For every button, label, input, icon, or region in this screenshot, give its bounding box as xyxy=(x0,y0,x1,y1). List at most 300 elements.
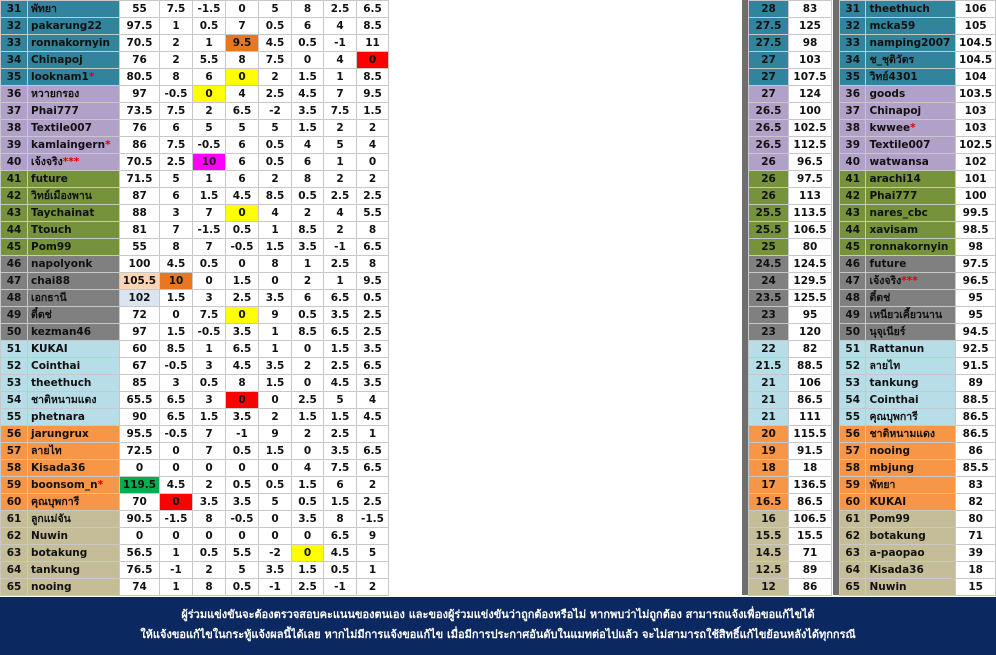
table-row xyxy=(749,545,832,562)
ranking-score-cell: 99.5 xyxy=(956,205,996,222)
score-cell: 8.5 xyxy=(259,188,292,205)
score-cell: 6 xyxy=(226,154,259,171)
rank-cell: 32 xyxy=(1,18,28,35)
rank-cell: 61 xyxy=(840,511,866,528)
rank-cell: 38 xyxy=(840,120,866,137)
rank-cell: 62 xyxy=(840,528,866,545)
player-name-cell xyxy=(866,324,956,341)
player-name-cell xyxy=(28,307,120,324)
match-score-cell: 16.5 xyxy=(749,494,789,511)
player-name-cell xyxy=(28,409,120,426)
footer-notice xyxy=(0,597,996,655)
player-name: Chinapoj xyxy=(31,54,83,66)
match-score-cell: 27.5 xyxy=(749,18,789,35)
score-cell: 1 xyxy=(324,69,357,86)
match-score-cell: 24.5 xyxy=(749,256,789,273)
match-score-cell: 28 xyxy=(749,1,789,18)
table-row xyxy=(749,426,832,443)
player-name: ชาติหนามแดง xyxy=(869,428,935,440)
total-cell: 73.5 xyxy=(120,103,160,120)
score-cell: 1 xyxy=(324,154,357,171)
table-row xyxy=(749,103,832,120)
score-cell: 3.5 xyxy=(226,409,259,426)
player-name-cell xyxy=(866,171,956,188)
score-cell: 1.5 xyxy=(259,239,292,256)
player-name: xavisam xyxy=(869,224,919,236)
cumulative-score-cell: 102.5 xyxy=(789,120,832,137)
score-cell: 1 xyxy=(259,222,292,239)
rank-cell: 49 xyxy=(840,307,866,324)
score-cell: 0.5 xyxy=(292,188,324,205)
ranking-score-cell: 91.5 xyxy=(956,358,996,375)
score-cell: 1.5 xyxy=(324,409,357,426)
total-cell: 65.5 xyxy=(120,392,160,409)
score-cell: 9 xyxy=(259,307,292,324)
score-cell: 4.5 xyxy=(226,188,259,205)
ranking-score-cell: 92.5 xyxy=(956,341,996,358)
score-cell: 6.5 xyxy=(324,290,357,307)
cumulative-score-cell: 82 xyxy=(789,341,832,358)
total-cell: 55 xyxy=(120,239,160,256)
player-name-cell xyxy=(866,341,956,358)
ranking-score-cell: 104.5 xyxy=(956,35,996,52)
score-cell: 6.5 xyxy=(357,239,389,256)
player-name: Rattanun xyxy=(869,343,925,355)
score-cell: 2.5 xyxy=(324,1,357,18)
total-cell: 86 xyxy=(120,137,160,154)
rank-cell: 35 xyxy=(840,69,866,86)
player-name: ลายไท xyxy=(31,445,62,457)
player-name-cell xyxy=(28,511,120,528)
player-name-cell xyxy=(28,205,120,222)
player-name-cell xyxy=(28,188,120,205)
table-row xyxy=(840,69,996,86)
table-row xyxy=(749,69,832,86)
table-row xyxy=(840,137,996,154)
score-cell: -1 xyxy=(259,579,292,596)
table-row xyxy=(749,511,832,528)
score-cell: 0 xyxy=(226,205,259,222)
player-name-cell xyxy=(28,324,120,341)
match-score-cell: 26 xyxy=(749,188,789,205)
match-score-cell: 23 xyxy=(749,307,789,324)
rank-cell: 54 xyxy=(840,392,866,409)
player-name: Kisada36 xyxy=(869,564,924,576)
match-score-cell: 20 xyxy=(749,426,789,443)
score-cell: 3.5 xyxy=(324,443,357,460)
player-name: ลูกแม่จัน xyxy=(31,513,71,525)
score-cell: 6.5 xyxy=(160,392,193,409)
player-name-cell xyxy=(866,511,956,528)
player-name-cell xyxy=(866,222,956,239)
score-cell: 6.5 xyxy=(226,103,259,120)
player-name-cell xyxy=(866,290,956,307)
table-row xyxy=(1,1,389,18)
score-cell: 1 xyxy=(259,324,292,341)
player-name-cell xyxy=(28,1,120,18)
player-name-cell xyxy=(866,426,956,443)
ranking-score-cell: 102.5 xyxy=(956,137,996,154)
player-name-cell xyxy=(866,256,956,273)
score-cell: 0.5 xyxy=(193,375,226,392)
star-mark: * xyxy=(105,139,111,151)
ranking-score-cell: 39 xyxy=(956,545,996,562)
total-cell: 85 xyxy=(120,375,160,392)
table-row xyxy=(1,154,389,171)
score-cell: 6 xyxy=(292,290,324,307)
score-cell: 1 xyxy=(160,18,193,35)
table-row xyxy=(749,35,832,52)
rank-cell: 39 xyxy=(840,137,866,154)
score-cell: 2 xyxy=(292,205,324,222)
ranking-score-cell: 100 xyxy=(956,188,996,205)
score-cell: 6.5 xyxy=(226,341,259,358)
score-cell: 7 xyxy=(193,426,226,443)
score-cell: 6 xyxy=(292,154,324,171)
score-cell: 0 xyxy=(193,86,226,103)
table-row xyxy=(840,579,996,596)
ranking-score-cell: 97.5 xyxy=(956,256,996,273)
rank-cell: 52 xyxy=(840,358,866,375)
score-cell: 0.5 xyxy=(357,290,389,307)
match-score-cell: 21.5 xyxy=(749,358,789,375)
cumulative-score-cell: 86 xyxy=(789,579,832,596)
score-cell: 8 xyxy=(193,579,226,596)
player-name: mbjung xyxy=(869,462,915,474)
score-cell: 1 xyxy=(193,171,226,188)
total-cell: 81 xyxy=(120,222,160,239)
table-row xyxy=(840,222,996,239)
ranking-score-cell: 96.5 xyxy=(956,273,996,290)
player-name: namping2007 xyxy=(869,37,951,49)
rank-cell: 38 xyxy=(1,120,28,137)
score-cell: 5 xyxy=(226,562,259,579)
score-cell: 1 xyxy=(292,256,324,273)
score-cell: 8.5 xyxy=(160,341,193,358)
score-cell: 9.5 xyxy=(357,273,389,290)
score-cell: 2.5 xyxy=(324,358,357,375)
score-cell: 5 xyxy=(259,494,292,511)
cumulative-score-cell: 107.5 xyxy=(789,69,832,86)
score-cell: 7 xyxy=(226,18,259,35)
rank-cell: 40 xyxy=(1,154,28,171)
player-name: goods xyxy=(869,88,906,100)
player-name-cell xyxy=(866,562,956,579)
score-cell: 0 xyxy=(193,460,226,477)
ranking-score-cell: 104 xyxy=(956,69,996,86)
score-cell: 4 xyxy=(357,392,389,409)
score-cell: 4.5 xyxy=(226,358,259,375)
player-name: ช_ชุติวัตร xyxy=(869,54,915,66)
player-name-cell xyxy=(866,137,956,154)
player-name-cell xyxy=(866,205,956,222)
ranking-score-cell: 88.5 xyxy=(956,392,996,409)
table-row xyxy=(840,307,996,324)
player-name-cell xyxy=(28,460,120,477)
table-row xyxy=(749,52,832,69)
player-name: theethuch xyxy=(31,377,92,389)
total-cell: 74 xyxy=(120,579,160,596)
player-name: ตี๋ตช่ xyxy=(869,292,891,304)
table-row xyxy=(1,120,389,137)
player-name: Phai777 xyxy=(869,190,918,202)
score-cell: 6 xyxy=(226,171,259,188)
score-cell: 1.5 xyxy=(193,409,226,426)
table-row xyxy=(1,35,389,52)
score-cell: 2.5 xyxy=(324,426,357,443)
rank-cell: 63 xyxy=(1,545,28,562)
score-cell: 7.5 xyxy=(259,52,292,69)
score-cell: 5.5 xyxy=(193,52,226,69)
player-name: ชาติหนามแดง xyxy=(31,394,97,406)
player-name: พัทยา xyxy=(869,479,896,491)
score-cell: 2 xyxy=(193,477,226,494)
rank-cell: 32 xyxy=(840,18,866,35)
score-cell: 3.5 xyxy=(324,307,357,324)
score-cell: 0 xyxy=(226,392,259,409)
score-cell: 9.5 xyxy=(226,35,259,52)
score-cell: 0 xyxy=(259,460,292,477)
score-cell: 9.5 xyxy=(357,86,389,103)
player-name: นุจุเนียร์ xyxy=(869,326,906,338)
match-score-cell: 12.5 xyxy=(749,562,789,579)
total-cell: 71.5 xyxy=(120,171,160,188)
table-row xyxy=(1,562,389,579)
rank-cell: 41 xyxy=(840,171,866,188)
table-row xyxy=(840,443,996,460)
cumulative-score-cell: 100 xyxy=(789,103,832,120)
player-name-cell xyxy=(28,86,120,103)
rank-cell: 35 xyxy=(1,69,28,86)
ranking-score-cell: 95 xyxy=(956,290,996,307)
table-row xyxy=(749,86,832,103)
cumulative-score-cell: 103 xyxy=(789,52,832,69)
table-row xyxy=(749,1,832,18)
score-cell: -1.5 xyxy=(357,511,389,528)
match-score-cell: 25 xyxy=(749,239,789,256)
table-row xyxy=(1,426,389,443)
score-cell: 1.5 xyxy=(292,477,324,494)
player-name-cell xyxy=(866,35,956,52)
total-cell: 55 xyxy=(120,1,160,18)
player-name: เจ้งจริง xyxy=(31,156,63,168)
player-name-cell xyxy=(866,358,956,375)
table-row xyxy=(840,324,996,341)
score-cell: 4.5 xyxy=(292,86,324,103)
player-name: phetnara xyxy=(31,411,85,423)
cumulative-score-cell: 88.5 xyxy=(789,358,832,375)
rank-cell: 42 xyxy=(840,188,866,205)
match-score-cell: 27 xyxy=(749,52,789,69)
player-name-cell xyxy=(866,1,956,18)
score-cell: 6.5 xyxy=(324,324,357,341)
score-cell: 6.5 xyxy=(357,443,389,460)
score-cell: 0.5 xyxy=(292,494,324,511)
score-cell: 5 xyxy=(324,392,357,409)
table-row xyxy=(1,443,389,460)
player-name-cell xyxy=(866,239,956,256)
table-row xyxy=(1,511,389,528)
cumulative-score-cell: 91.5 xyxy=(789,443,832,460)
table-row xyxy=(749,392,832,409)
cumulative-score-cell: 120 xyxy=(789,324,832,341)
ranking-score-cell: 101 xyxy=(956,171,996,188)
table-row xyxy=(840,18,996,35)
score-cell: 0.5 xyxy=(193,256,226,273)
score-cell: 8 xyxy=(357,222,389,239)
rank-cell: 46 xyxy=(1,256,28,273)
score-cell: 0.5 xyxy=(259,137,292,154)
cumulative-score-cell: 71 xyxy=(789,545,832,562)
cumulative-score-cell: 86.5 xyxy=(789,494,832,511)
score-cell: 2 xyxy=(292,426,324,443)
player-name-cell xyxy=(866,392,956,409)
star-mark: * xyxy=(910,122,916,134)
player-name: พัทยา xyxy=(31,3,57,15)
table-row xyxy=(749,562,832,579)
rank-cell: 34 xyxy=(840,52,866,69)
table-row xyxy=(840,188,996,205)
player-name: วิทย์4301 xyxy=(869,71,918,83)
score-cell: -0.5 xyxy=(193,137,226,154)
player-name-cell xyxy=(866,18,956,35)
score-cell: 7.5 xyxy=(160,103,193,120)
table-row xyxy=(1,341,389,358)
player-name: Ttouch xyxy=(31,224,72,236)
player-name: คุณบุพการี xyxy=(31,496,80,508)
cumulative-score-cell: 113.5 xyxy=(789,205,832,222)
total-cell: 76 xyxy=(120,52,160,69)
score-cell: 1.5 xyxy=(259,375,292,392)
total-cell: 60 xyxy=(120,341,160,358)
rank-cell: 33 xyxy=(840,35,866,52)
total-cell: 97 xyxy=(120,324,160,341)
ranking-score-cell: 106 xyxy=(956,1,996,18)
match-score-cell: 27 xyxy=(749,86,789,103)
star-mark: * xyxy=(97,479,104,491)
table-row xyxy=(749,358,832,375)
player-name-cell xyxy=(28,443,120,460)
table-row xyxy=(840,494,996,511)
match-score-cell: 21 xyxy=(749,375,789,392)
rank-cell: 65 xyxy=(840,579,866,596)
player-name: KUKAI xyxy=(31,343,68,355)
player-name: botakung xyxy=(869,530,926,542)
score-cell: 0 xyxy=(292,52,324,69)
score-cell: 8 xyxy=(324,511,357,528)
score-cell: 0 xyxy=(193,528,226,545)
footer-line-2: ให้แจ้งขอแก้ไขในกระทู้แจ้งผลนี้ได้เลย หากไม่มีการแจ้งขอแก้ไข เมื่อมีการประกาศอันดับในแมทต่อไปแล้ว จะไม่สามารถใช้สิทธิ์แก้ไขย้อนหลังได้ทุกกรณี xyxy=(140,628,856,641)
score-cell: 2 xyxy=(292,358,324,375)
score-cell: -0.5 xyxy=(160,426,193,443)
cumulative-score-cell: 15.5 xyxy=(789,528,832,545)
ranking-score-cell: 103 xyxy=(956,120,996,137)
score-cell: -1 xyxy=(324,35,357,52)
score-cell: 4 xyxy=(292,137,324,154)
table-row xyxy=(840,409,996,426)
table-row xyxy=(840,392,996,409)
table-row xyxy=(749,171,832,188)
score-cell: 1 xyxy=(193,341,226,358)
score-cell: 2.5 xyxy=(292,579,324,596)
match-score-cell: 26.5 xyxy=(749,137,789,154)
rank-cell: 47 xyxy=(1,273,28,290)
match-score-cell: 14.5 xyxy=(749,545,789,562)
score-cell: 3.5 xyxy=(292,239,324,256)
match-score-cell: 21 xyxy=(749,392,789,409)
table-row xyxy=(840,86,996,103)
ranking-score-cell: 89 xyxy=(956,375,996,392)
score-cell: 2.5 xyxy=(357,324,389,341)
score-cell: -1.5 xyxy=(160,511,193,528)
player-name-cell xyxy=(28,528,120,545)
cumulative-score-cell: 97.5 xyxy=(789,171,832,188)
score-cell: 7.5 xyxy=(193,307,226,324)
score-cell: 5 xyxy=(226,120,259,137)
player-name: future xyxy=(31,173,68,185)
cumulative-score-cell: 18 xyxy=(789,460,832,477)
player-name: mcka59 xyxy=(869,20,916,32)
table-row xyxy=(749,137,832,154)
score-cell: 3.5 xyxy=(357,375,389,392)
total-cell: 70.5 xyxy=(120,35,160,52)
score-cell: 6 xyxy=(292,18,324,35)
table-row xyxy=(749,579,832,596)
rank-cell: 60 xyxy=(1,494,28,511)
table-row xyxy=(1,375,389,392)
rank-cell: 58 xyxy=(1,460,28,477)
score-cell: 1 xyxy=(324,273,357,290)
table-row xyxy=(840,511,996,528)
score-cell: 7 xyxy=(193,205,226,222)
star-mark: *** xyxy=(901,275,918,287)
score-cell: 3.5 xyxy=(292,511,324,528)
score-cell: 7.5 xyxy=(324,103,357,120)
match-score-cell: 15.5 xyxy=(749,528,789,545)
score-cell: 3.5 xyxy=(292,103,324,120)
total-cell: 67 xyxy=(120,358,160,375)
star-mark: *** xyxy=(62,156,80,168)
table-row xyxy=(1,222,389,239)
score-cell: 1 xyxy=(357,426,389,443)
match-score-cell: 26 xyxy=(749,154,789,171)
table-row xyxy=(749,154,832,171)
player-name: Phai777 xyxy=(31,105,79,117)
table-row xyxy=(840,562,996,579)
score-cell: -1 xyxy=(226,426,259,443)
cumulative-score-cell: 111 xyxy=(789,409,832,426)
score-cell: 0 xyxy=(259,528,292,545)
score-cell: 1.5 xyxy=(193,188,226,205)
ranking-score-cell: 83 xyxy=(956,477,996,494)
total-cell: 88 xyxy=(120,205,160,222)
score-cell: 5 xyxy=(259,1,292,18)
score-cell: 0 xyxy=(259,273,292,290)
table-row xyxy=(1,409,389,426)
match-score-cell: 17 xyxy=(749,477,789,494)
score-cell: 8.5 xyxy=(292,324,324,341)
score-cell: 0.5 xyxy=(292,307,324,324)
score-cell: 4 xyxy=(226,86,259,103)
player-name-cell xyxy=(28,426,120,443)
score-cell: 0 xyxy=(160,460,193,477)
table-row xyxy=(840,545,996,562)
player-name-cell xyxy=(28,222,120,239)
match-score-cell: 16 xyxy=(749,511,789,528)
ranking-score-cell: 80 xyxy=(956,511,996,528)
rank-cell: 60 xyxy=(840,494,866,511)
rank-cell: 57 xyxy=(1,443,28,460)
